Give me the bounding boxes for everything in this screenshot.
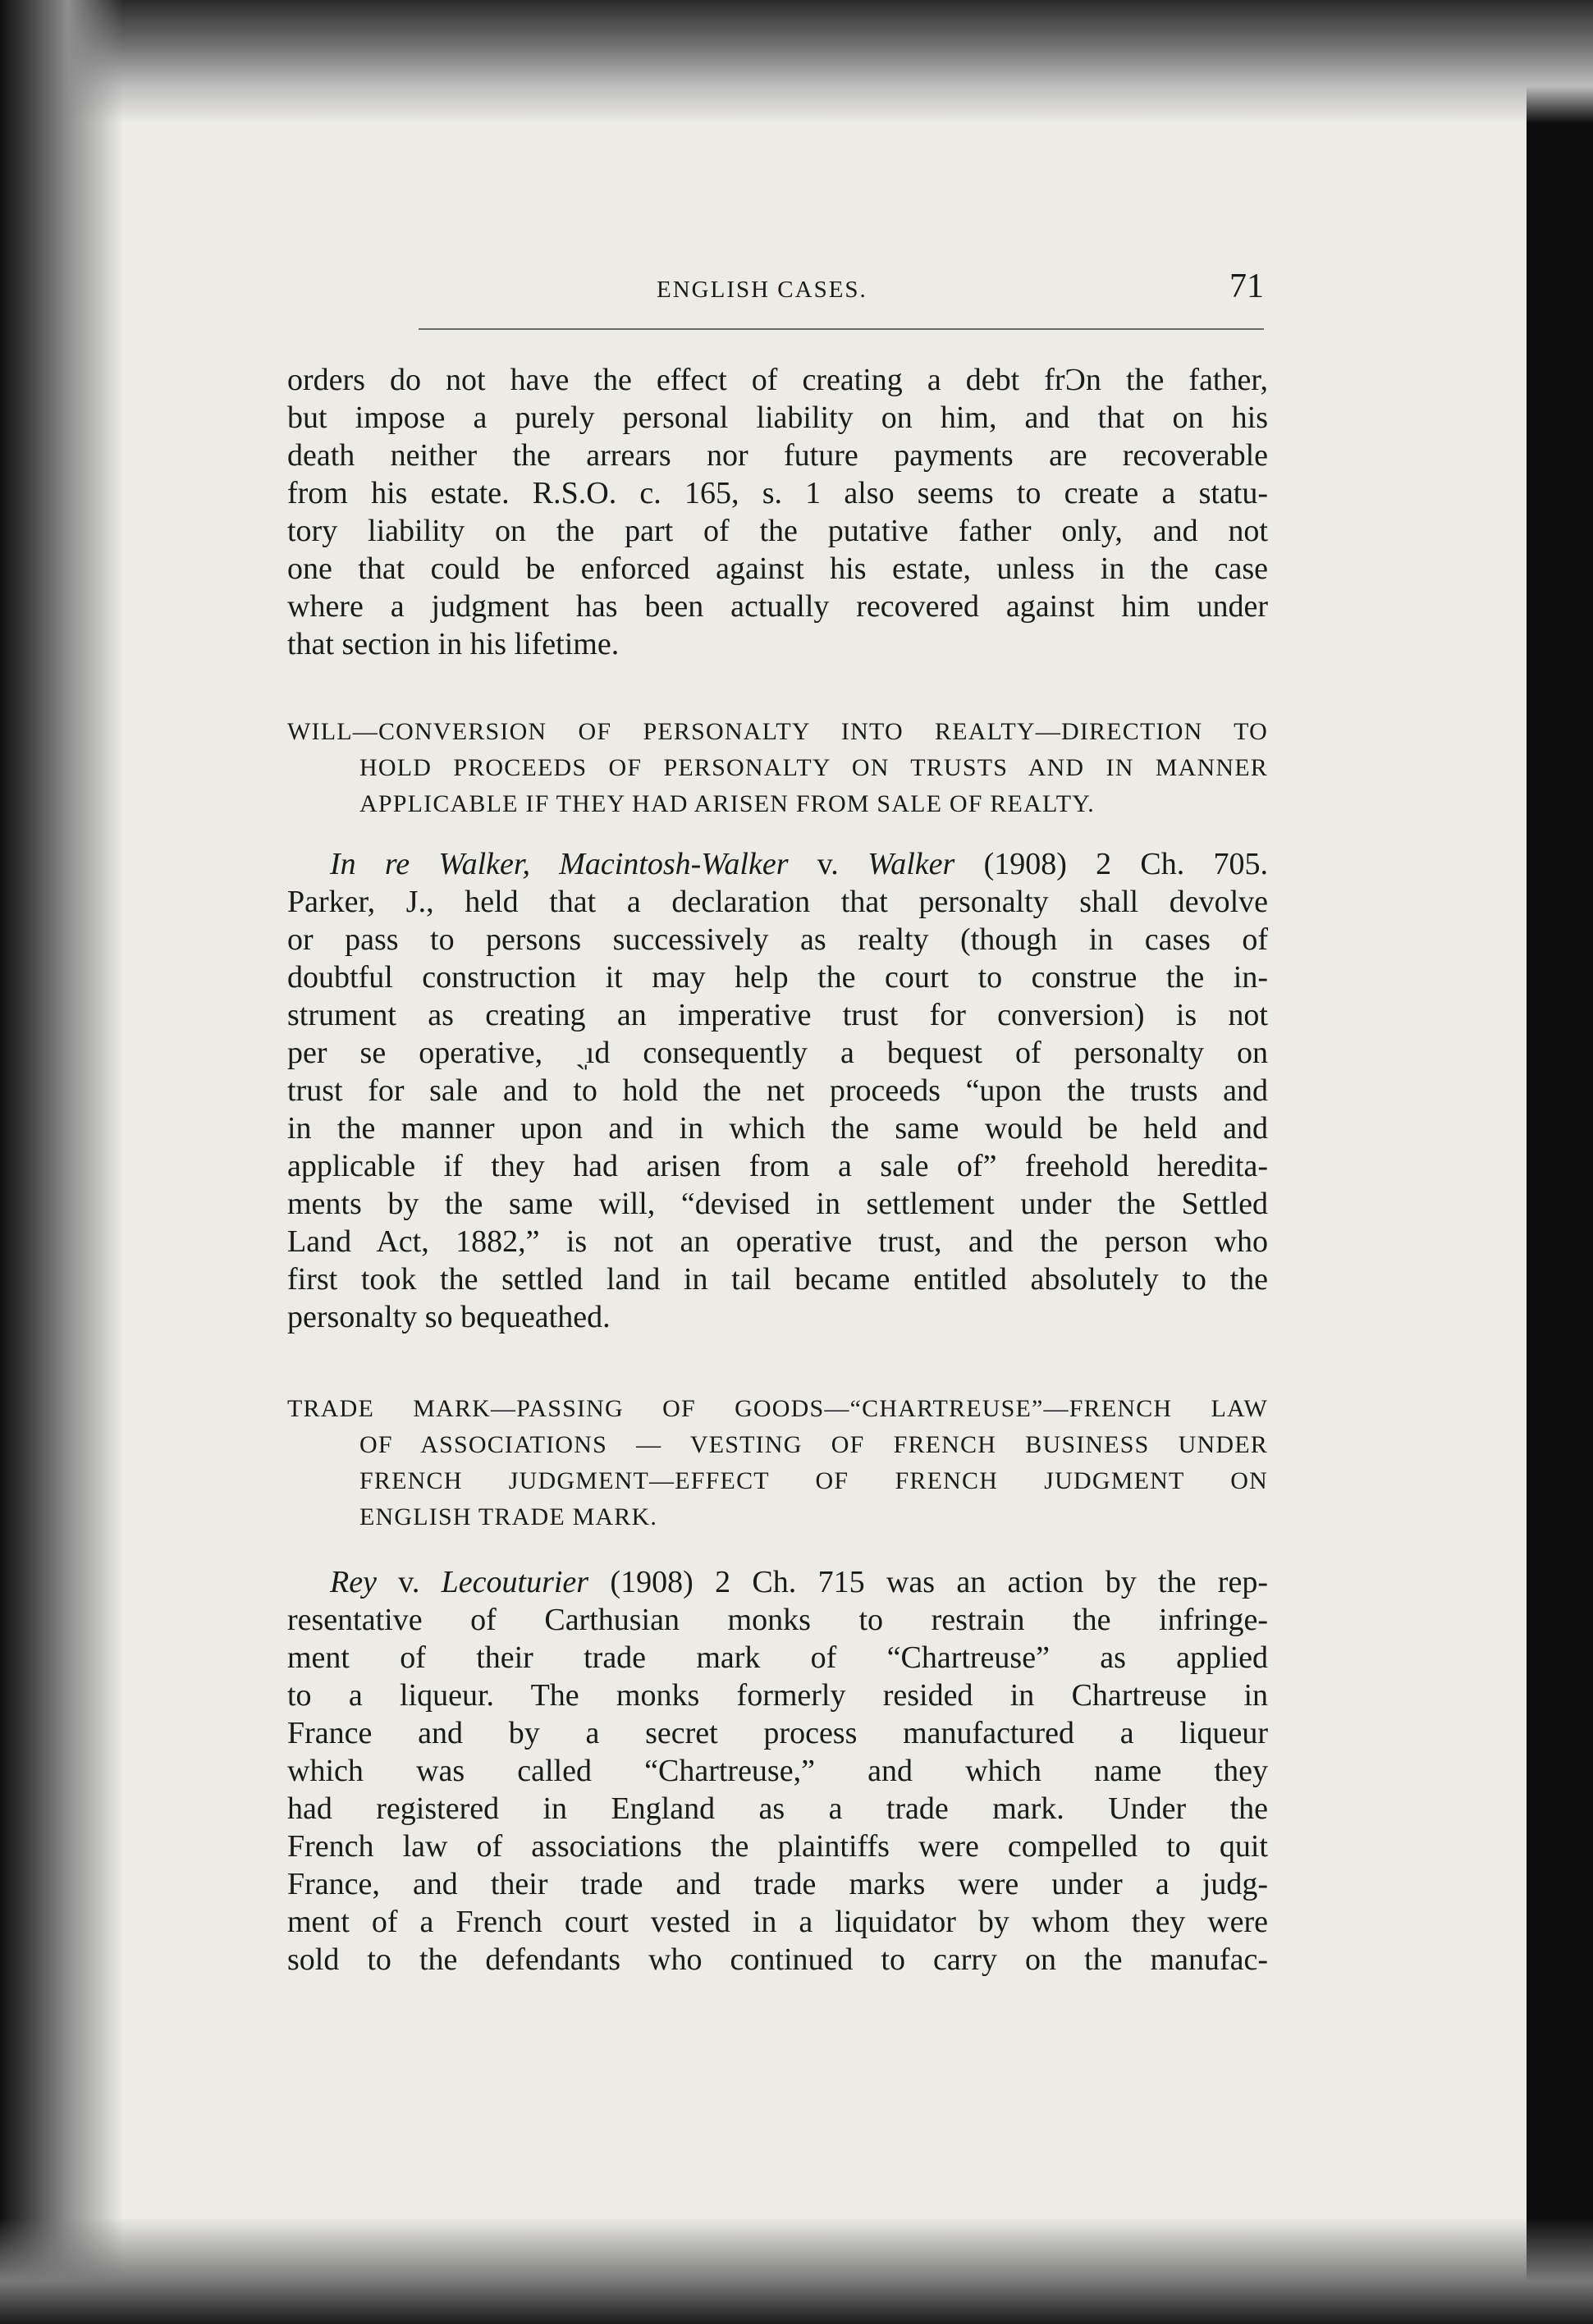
text-line: per se operative, ˏ̩ıd consequently a bequest of personalty on — [287, 1036, 1268, 1070]
text-line: from his estate. R.S.O. c. 165, s. 1 also seems to create a statu- — [287, 476, 1268, 510]
citation-line — [287, 845, 1268, 883]
case-reference: (1908) 2 Ch. 715 was an action by the rep- — [588, 1565, 1268, 1599]
heading-line: ENGLISH TRADE MARK. — [359, 1503, 658, 1530]
scan-shadow-left — [0, 0, 123, 2324]
heading-line: WILL—CONVERSION OF PERSONALTY INTO REALTY—DIRECTION TO — [287, 718, 1268, 745]
text-line: ments by the same will, “devised in settlement under the Settled — [287, 1187, 1268, 1221]
case-name: In re Walker, Macintosh-Walker — [330, 847, 789, 881]
text-line: Parker, J., held that a declaration that personalty shall devolve — [287, 885, 1268, 919]
text-line: sold to the defendants who continued to carry on the manufac- — [287, 1942, 1268, 1977]
text-line: Land Act, 1882,” is not an operative trust, and the person who — [287, 1224, 1268, 1259]
text-line: which was called “Chartreuse,” and which name they — [287, 1754, 1268, 1788]
text-line: ment of a French court vested in a liquidator by whom they were — [287, 1905, 1268, 1939]
case-versus: v. — [376, 1565, 442, 1599]
text-line: death neither the arrears nor future payments are recoverable — [287, 438, 1268, 473]
page-header — [287, 267, 1268, 316]
section-heading-will — [287, 714, 1268, 822]
text-line: applicable if they had arisen from a sale of” freehold heredita- — [287, 1149, 1268, 1183]
text-line: France, and their trade and trade marks were under a judg- — [287, 1867, 1268, 1901]
citation-line — [287, 1563, 1268, 1601]
text-line: to a liqueur. The monks formerly resided in Chartreuse in — [287, 1678, 1268, 1713]
text-line: one that could be enforced against his estate, unless in the case — [287, 551, 1268, 586]
text-line: ment of their trade mark of “Chartreuse” as applied — [287, 1640, 1268, 1675]
page-number: 71 — [1229, 268, 1264, 305]
text-line: in the manner upon and in which the same would be held and — [287, 1111, 1268, 1146]
text-line: but impose a purely personal liability on him, and that on his — [287, 400, 1268, 435]
text-line: tory liability on the part of the putative father only, and not — [287, 514, 1268, 548]
text-line: French law of associations the plaintiffs were compelled to quit — [287, 1829, 1268, 1864]
heading-line: OF ASSOCIATIONS — VESTING OF FRENCH BUSINESS UNDER — [359, 1431, 1268, 1458]
text-line: first took the settled land in tail became entitled absolutely to the — [287, 1262, 1268, 1297]
section-heading-trade-mark — [287, 1391, 1268, 1535]
case-name-2: Lecouturier — [441, 1565, 589, 1599]
text-line: orders do not have the effect of creating a debt frƆn the father, — [287, 363, 1268, 397]
text-line: strument as creating an imperative trust for conversion) is not — [287, 998, 1268, 1032]
text-block — [287, 0, 1268, 2324]
case-reference: (1908) 2 Ch. 705. — [954, 847, 1268, 881]
text-line: or pass to persons successively as realty (though in cases of — [287, 922, 1268, 957]
text-line: that section in his lifetime. — [287, 627, 620, 661]
intro-paragraph — [287, 361, 1268, 663]
will-case-paragraph — [287, 845, 1268, 1336]
case-name: Rey — [330, 1565, 377, 1599]
text-line: France and by a secret process manufactured a liqueur — [287, 1716, 1268, 1750]
text-line: where a judgment has been actually recovered against him under — [287, 589, 1268, 624]
text-line: trust for sale and to hold the net proceeds “upon the trusts and — [287, 1073, 1268, 1108]
heading-line: HOLD PROCEEDS OF PERSONALTY ON TRUSTS AND IN MANNER — [359, 754, 1268, 781]
text-line: resentative of Carthusian monks to restrain the infringe- — [287, 1603, 1268, 1637]
running-head: ENGLISH CASES. — [657, 277, 867, 303]
heading-line: TRADE MARK—PASSING OF GOODS—“CHARTREUSE”—FRENCH LAW — [287, 1395, 1268, 1422]
text-line: had registered in England as a trade mark. Under the — [287, 1791, 1268, 1826]
heading-line: APPLICABLE IF THEY HAD ARISEN FROM SALE OF REALTY. — [359, 790, 1095, 817]
case-versus: v. — [788, 847, 868, 881]
text-line: doubtful construction it may help the court to construe the in- — [287, 960, 1268, 995]
header-rule — [419, 328, 1264, 330]
trade-mark-case-paragraph — [287, 1563, 1268, 1979]
case-name-2: Walker — [867, 847, 955, 881]
heading-line: FRENCH JUDGMENT—EFFECT OF FRENCH JUDGMENT ON — [359, 1467, 1268, 1494]
text-line: personalty so bequeathed. — [287, 1300, 611, 1334]
